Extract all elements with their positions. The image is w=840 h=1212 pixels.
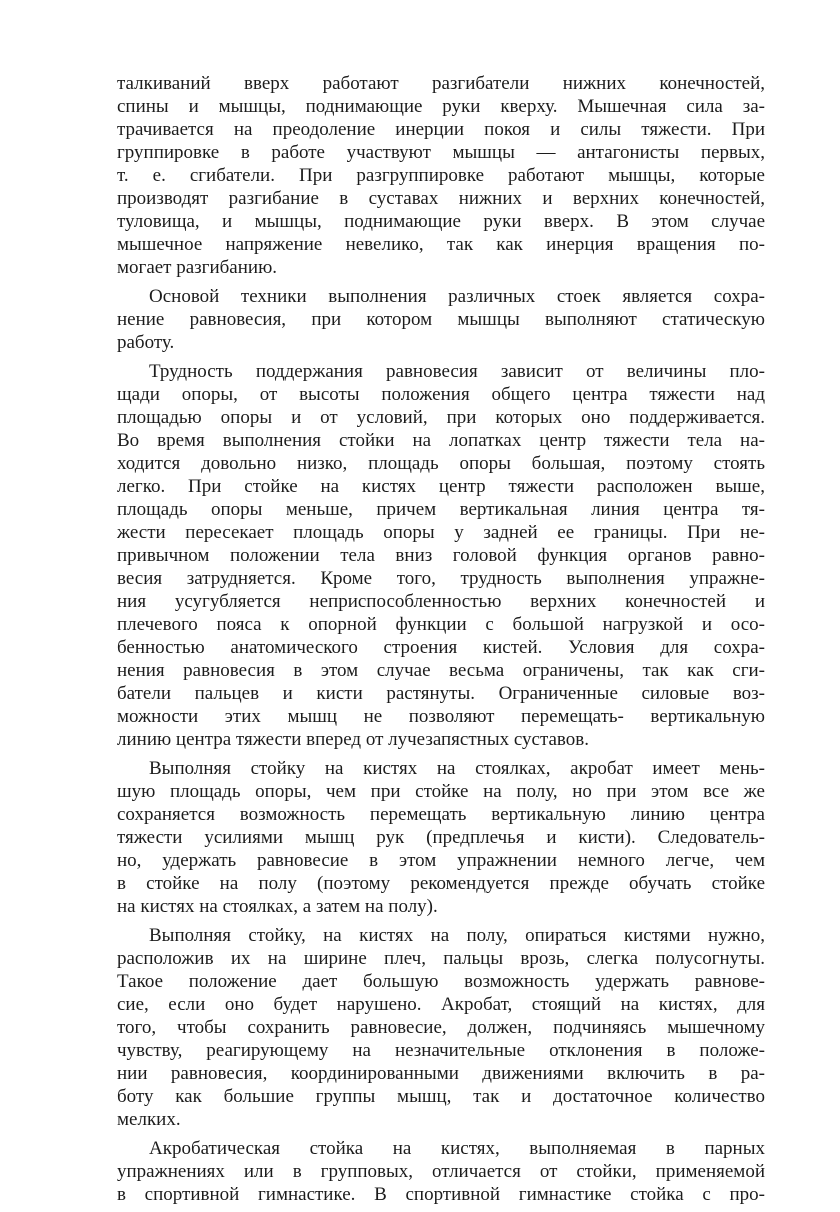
- text-line: т. е. сгибатели. При разгруппировке работают мышцы, которые: [117, 165, 765, 186]
- paragraph-1: [117, 72, 765, 279]
- text-line: щади опоры, от высоты положения общего центра тяжести над: [117, 384, 765, 405]
- text-line: нение равновесия, при котором мышцы выполняют статическую: [117, 309, 765, 330]
- text-line: Выполняя стойку, на кистях на полу, опираться кистями нужно,: [149, 925, 765, 946]
- text-line: сохраняется возможность перемещать вертикальную линию центра: [117, 804, 765, 825]
- text-line: в спортивной гимнастике. В спортивной гимнастике стойка с про-: [117, 1184, 765, 1205]
- text-line: Основой техники выполнения различных стоек является сохра-: [149, 286, 765, 307]
- paragraph-3: [117, 360, 765, 751]
- text-line: расположив их на ширине плеч, пальцы врозь, слегка полусогнуты.: [117, 948, 765, 969]
- text-line: в стойке на полу (поэтому рекомендуется прежде обучать стойке: [117, 873, 765, 894]
- text-line: работу.: [117, 332, 175, 353]
- text-line: привычном положении тела вниз головой функция органов равно-: [117, 545, 765, 566]
- text-line: весия затрудняется. Кроме того, трудность выполнения упражне-: [117, 568, 765, 589]
- text-line: площадь опоры меньше, причем вертикальная линия центра тя-: [117, 499, 765, 520]
- paragraph-4: [117, 757, 765, 918]
- text-line: Выполняя стойку на кистях на стоялках, акробат имеет мень-: [149, 758, 765, 779]
- text-line: Трудность поддержания равновесия зависит от величины пло-: [149, 361, 765, 382]
- text-line: Во время выполнения стойки на лопатках центр тяжести тела на-: [117, 430, 765, 451]
- text-line: мелких.: [117, 1109, 181, 1130]
- text-line: чувству, реагирующему на незначительные отклонения в положе-: [117, 1040, 765, 1061]
- text-line: но, удержать равновесие в этом упражнении немного легче, чем: [117, 850, 765, 871]
- text-line: боту как большие группы мышц, так и достаточное количество: [117, 1086, 765, 1107]
- text-line: бенностью анатомического строения кистей. Условия для сохра-: [117, 637, 765, 658]
- text-line: шую площадь опоры, чем при стойке на полу, но при этом все же: [117, 781, 765, 802]
- text-line: сие, если оно будет нарушено. Акробат, стоящий на кистях, для: [117, 994, 765, 1015]
- text-line: ходится довольно низко, площадь опоры большая, поэтому стоять: [117, 453, 765, 474]
- text-line: площадью опоры и от условий, при которых оно поддерживается.: [117, 407, 765, 428]
- text-line: ния усугубляется неприспособленностью верхних конечностей и: [117, 591, 765, 612]
- text-line: талкиваний вверх работают разгибатели нижних конечностей,: [117, 73, 765, 94]
- text-line: упражнениях или в групповых, отличается от стойки, применяемой: [117, 1161, 765, 1182]
- text-line: батели пальцев и кисти растянуты. Ограниченные силовые воз-: [117, 683, 765, 704]
- text-line: могает разгибанию.: [117, 257, 278, 278]
- text-line: нения равновесия в этом случае весьма ограничены, так как сги-: [117, 660, 765, 681]
- text-line: нии равновесия, координированными движениями включить в ра-: [117, 1063, 765, 1084]
- paragraph-2: [117, 285, 765, 354]
- text-line: плечевого пояса к опорной функции с большой нагрузкой и осо-: [117, 614, 765, 635]
- text-line: туловища, и мышцы, поднимающие руки вверх. В этом случае: [117, 211, 765, 232]
- text-line: линию центра тяжести вперед от лучезапястных суставов.: [117, 729, 589, 750]
- text-line: жести пересекает площадь опоры у задней ее границы. При не-: [117, 522, 765, 543]
- text-line: на кистях на стоялках, а затем на полу).: [117, 896, 438, 917]
- text-line: мышечное напряжение невелико, так как инерция вращения по-: [117, 234, 765, 255]
- text-line: Такое положение дает большую возможность удержать равнове-: [117, 971, 765, 992]
- text-line: трачивается на преодоление инерции покоя и силы тяжести. При: [117, 119, 765, 140]
- document-page: [117, 72, 765, 1212]
- text-line: спины и мышцы, поднимающие руки кверху. Мышечная сила за-: [117, 96, 765, 117]
- text-line: тяжести усилиями мышц рук (предплечья и кисти). Следователь-: [117, 827, 765, 848]
- paragraph-5: [117, 924, 765, 1131]
- text-line: того, чтобы сохранить равновесие, должен, подчиняясь мышечному: [117, 1017, 765, 1038]
- text-line: производят разгибание в суставах нижних и верхних конечностей,: [117, 188, 765, 209]
- text-line: можности этих мышц не позволяют перемещать- вертикальную: [117, 706, 765, 727]
- text-line: легко. При стойке на кистях центр тяжести расположен выше,: [117, 476, 765, 497]
- paragraph-6: [117, 1137, 765, 1206]
- text-line: группировке в работе участвуют мышцы — антагонисты первых,: [117, 142, 765, 163]
- text-line: Акробатическая стойка на кистях, выполняемая в парных: [149, 1138, 765, 1159]
